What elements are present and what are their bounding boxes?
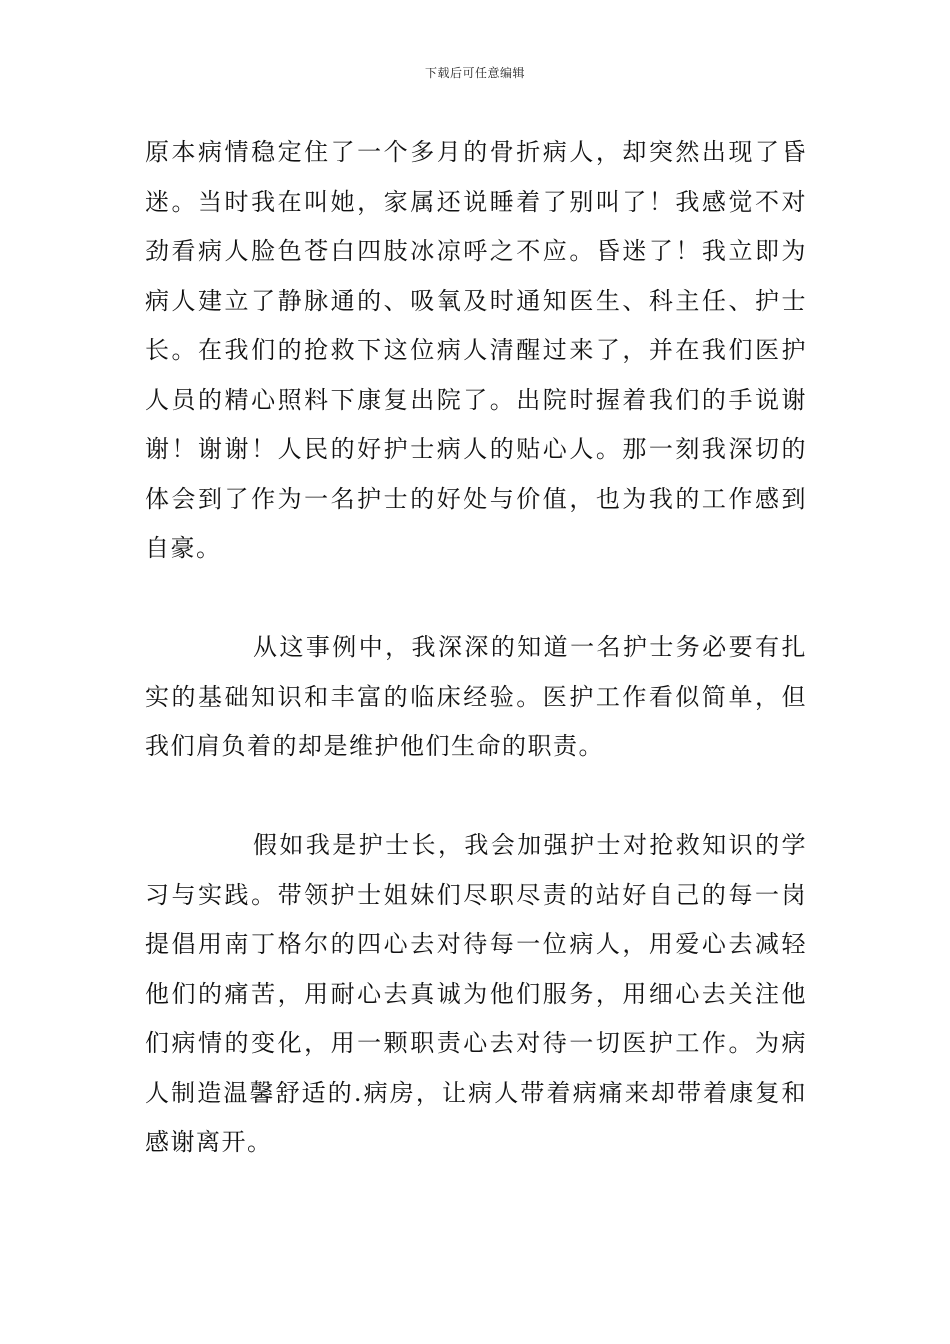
page-header: 下载后可任意编辑 <box>424 66 525 80</box>
paragraph-spacer <box>145 574 807 624</box>
paragraph-fracture-patient: 原本病情稳定住了一个多月的骨折病人，却突然出现了昏迷。当时我在叫她，家属还说睡着了别叫了！我感觉不对劲看病人脸色苍白四肢冰凉呼之不应。昏迷了！我立即为病人建立了静脉通的、吸氧及时通知医生、科主任、护士长。在我们的抢救下这位病人清醒过来了，并在我们医护人员的精心照料下康复出院了。出院时握着我们的手说谢谢！谢谢！人民的好护士病人的贴心人。那一刻我深切的体会到了作为一名护士的好处与价值，也为我的工作感到自豪。 <box>145 138 807 562</box>
paragraph-spacer <box>145 772 807 822</box>
document-body <box>145 128 807 1168</box>
paragraph-head-nurse: 假如我是护士长，我会加强护士对抢救知识的学习与实践。带领护士姐妹们尽职尽责的站好自己的每一岗提倡用南丁格尔的四心去对待每一位病人，用爱心去减轻他们的痛苦，用耐心去真诚为他们服务，用细心去关注他们病情的变化，用一颗职责心去对待一切医护工作。为病人制造温馨舒适的.病房，让病人带着病痛来却带着康复和感谢离开。 <box>145 831 807 1156</box>
paragraph-lesson: 从这事例中，我深深的知道一名护士务必要有扎实的基础知识和丰富的临床经验。医护工作看似简单，但我们肩负着的却是维护他们生命的职责。 <box>145 633 807 760</box>
